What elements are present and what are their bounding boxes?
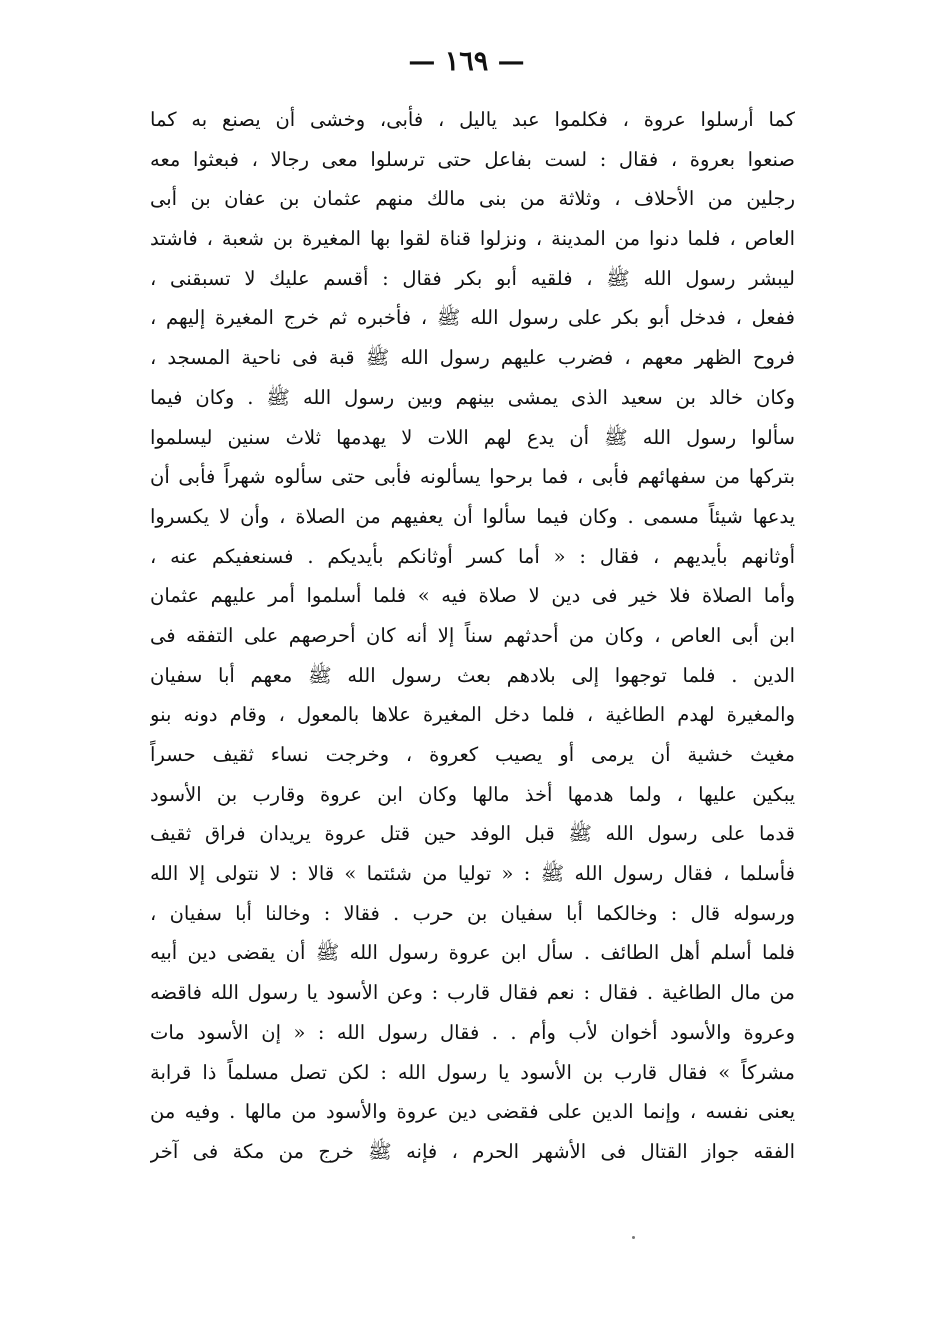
- text-line: يبكين عليها ، ولما هدمها أخذ مالها وكان ابن عروة وقارب بن الأسود: [150, 782, 795, 806]
- text-line: الفقه جواز القتال فى الأشهر الحرم ، فإنه ﷺ خرج من مكة فى آخر: [150, 1139, 795, 1163]
- text-line: مشركاً » فقال قارب بن الأسود يا رسول الله : لكن تصل مسلماً ذا قرابة: [150, 1060, 795, 1084]
- text-line: يعنى نفسه ، وإنما الدين على فقضى دين عروة والأسود من مالها . وفيه من: [150, 1100, 795, 1124]
- text-line: العاص ، فلما دنوا من المدينة ، ونزلوا قناة لقوا بها المغيرة بن شعبة ، فاشتد: [150, 227, 795, 251]
- text-line: مغيث خشية أن يرمى أو يصيب كعروة ، وخرجت نساء ثقيف حسراً: [150, 743, 795, 766]
- text-line: ففعل ، فدخل أبو بكر على رسول الله ﷺ ، فأخبره ثم خرج المغيرة إليهم ،: [150, 306, 795, 330]
- text-line: رجلين من الأحلاف ، وثلاثة من بنى مالك منهم عثمان بن عفان بن أبى: [150, 187, 795, 211]
- text-line: كما أرسلوا عروة ، فكلموا عبد ياليل ، فأبى، وخشى أن يصنع به كما: [150, 108, 795, 131]
- text-line: وعروة والأسود أخوان لأب وأم . . فقال رسول الله : « إن الأسود مات: [150, 1020, 795, 1044]
- text-line: صنعوا بعروة ، فقال : لست بفاعل حتى ترسلوا معى رجالا ، فبعثوا معه: [150, 147, 795, 171]
- text-line: وأما الصلاة فلا خير فى دين لا صلاة فيه » فلما أسلموا أمر عليهم عثمان: [150, 584, 795, 608]
- text-line: الدين . فلما توجهوا إلى بلادهم بعث رسول الله ﷺ معهم أبا سفيان: [150, 663, 795, 687]
- text-line: ليبشر رسول الله ﷺ ، فلقيه أبو بكر فقال : أقسم عليك لا تسبقنى ،: [150, 266, 795, 290]
- text-line: من مال الطاغية . فقال : نعم فقال قارب : وعن الأسود يا رسول الله فاقضه: [150, 981, 795, 1005]
- text-line: قدما على رسول الله ﷺ قبل الوفد حين قتل عروة يريدان فراق ثقيف: [150, 822, 795, 846]
- text-line: فأسلما ، فقال رسول الله ﷺ : « توليا من شئتما » قالا : لا نتولى إلا الله: [150, 862, 795, 886]
- text-line: أوثانهم بأيديهم ، فقال : « أما كسر أوثانكم بأيديكم . فسنعفيكم عنه ،: [150, 544, 795, 568]
- text-line: والمغيرة لهدم الطاغية ، فلما دخل المغيرة علاها بالمعول ، وقام دونه بنو: [150, 703, 795, 727]
- text-line: سألوا رسول الله ﷺ أن يدع لهم اللات لا يهدمها ثلاث سنين ليسلموا: [150, 425, 795, 449]
- text-line: ابن أبى العاص ، وكان من أحدثهم سناً إلا أنه كان أحرصهم على التفقه فى: [150, 623, 795, 647]
- page-number: — ١٦٩ —: [408, 46, 525, 77]
- text-line: ورسوله قال : وخالكما أبا سفيان بن حرب . فقالا : وخالنا أبا سفيان ،: [150, 901, 795, 925]
- body-text: [150, 100, 795, 1172]
- text-line: فلما أسلم أهل الطائف . سأل ابن عروة رسول الله ﷺ أن يقضى دين أبيه: [150, 941, 795, 965]
- text-line: بتركها من سفهائهم فأبى ، فما برحوا يسألونه فأبى حتى سألوه شهراً فأبى أن: [150, 465, 795, 489]
- text-line: فروح الظهر معهم ، فضرب عليهم رسول الله ﷺ قبة فى ناحية المسجد ،: [150, 346, 795, 370]
- text-line: يدعها شيئاً مسمى . وكان فيما سألوا أن يعفيهم من الصلاة ، وأن لا يكسروا: [150, 504, 795, 528]
- scan-speck: [632, 1236, 635, 1239]
- text-line: وكان خالد بن سعيد الذى يمشى بينهم وبين رسول الله ﷺ . وكان فيما: [150, 385, 795, 409]
